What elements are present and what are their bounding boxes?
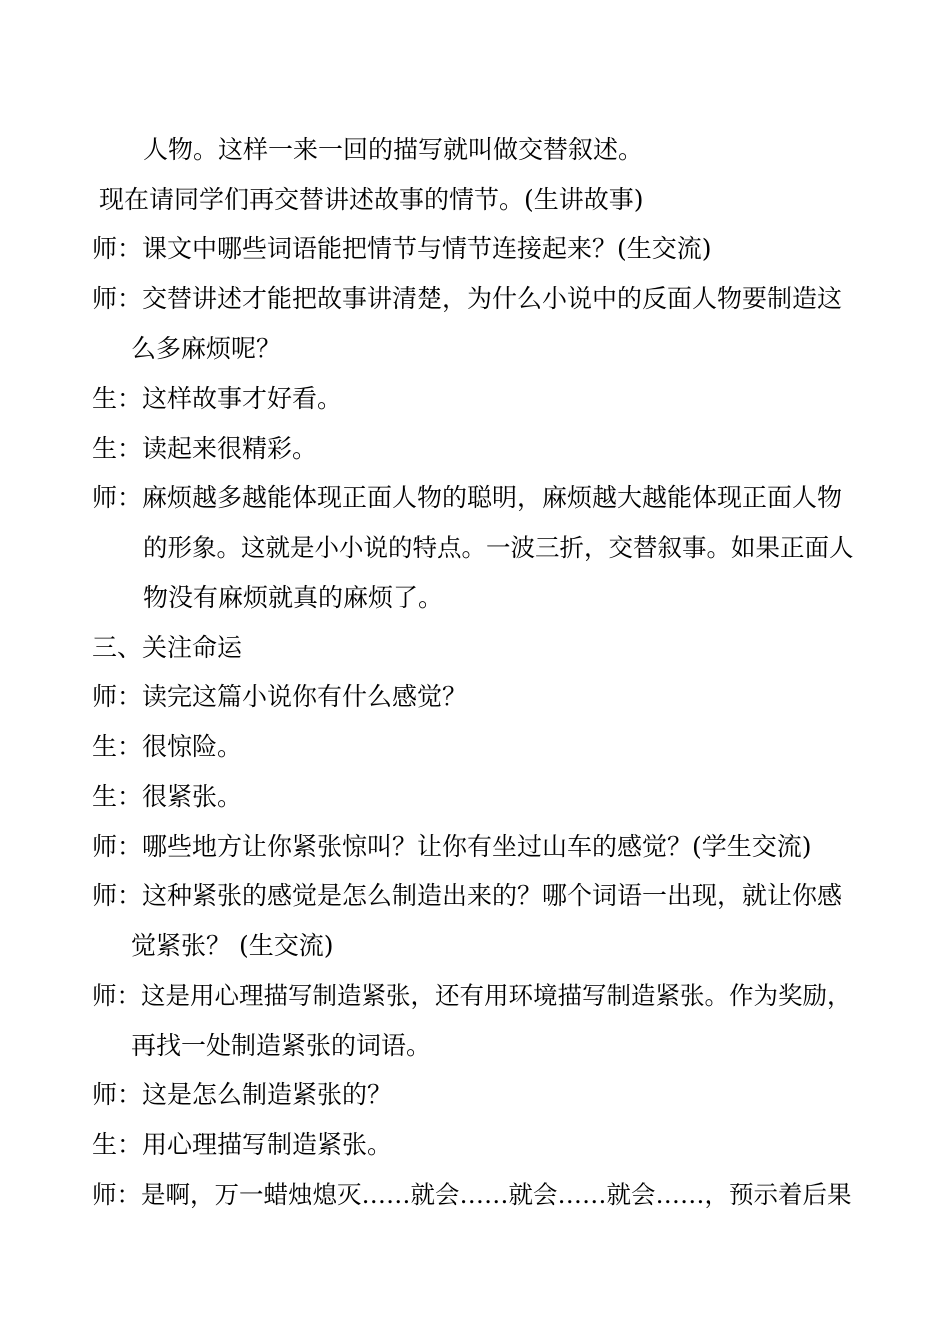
text-line-13: 生：很惊险。 (92, 732, 243, 761)
text-line-18: 师：这是用心理描写制造紧张，还有用环境描写制造紧张。作为奖励， (92, 981, 852, 1010)
text-line-16: 师：这种紧张的感觉是怎么制造出来的？哪个词语一出现，就让你感 (92, 881, 843, 910)
text-line-21: 生：用心理描写制造紧张。 (92, 1130, 393, 1159)
text-line-2: 现在请同学们再交替讲述故事的情节。(生讲故事) (99, 185, 644, 214)
text-line-9: 的形象。这就是小小说的特点。一波三折，交替叙事。如果正面人 (143, 533, 854, 562)
section-heading: 三、关注命运 (92, 633, 243, 662)
text-line-3: 师：课文中哪些词语能把情节与情节连接起来？(生交流) (92, 234, 712, 263)
text-line-10: 物没有麻烦就真的麻烦了。 (143, 583, 444, 612)
text-line-5: 么多麻烦呢？ (131, 334, 282, 363)
text-line-20: 师：这是怎么制造紧张的？ (92, 1080, 393, 1109)
text-line-12: 师：读完这篇小说你有什么感觉？ (92, 682, 468, 711)
text-line-15: 师：哪些地方让你紧张惊叫？让你有坐过山车的感觉？(学生交流) (92, 832, 812, 861)
text-line-22: 师：是啊，万一蜡烛熄灭……就会……就会……就会……，预示着后果 (92, 1180, 852, 1209)
text-line-1: 人物。这样一来一回的描写就叫做交替叙述。 (143, 135, 644, 164)
text-line-14: 生：很紧张。 (92, 782, 243, 811)
text-line-17: 觉紧张？ (生交流) (131, 931, 334, 960)
text-line-19: 再找一处制造紧张的词语。 (131, 1031, 432, 1060)
text-line-7: 生：读起来很精彩。 (92, 434, 318, 463)
text-line-8: 师：麻烦越多越能体现正面人物的聪明，麻烦越大越能体现正面人物 (92, 483, 843, 512)
text-line-6: 生：这样故事才好看。 (92, 384, 343, 413)
text-line-4: 师：交替讲述才能把故事讲清楚，为什么小说中的反面人物要制造这 (92, 284, 843, 313)
